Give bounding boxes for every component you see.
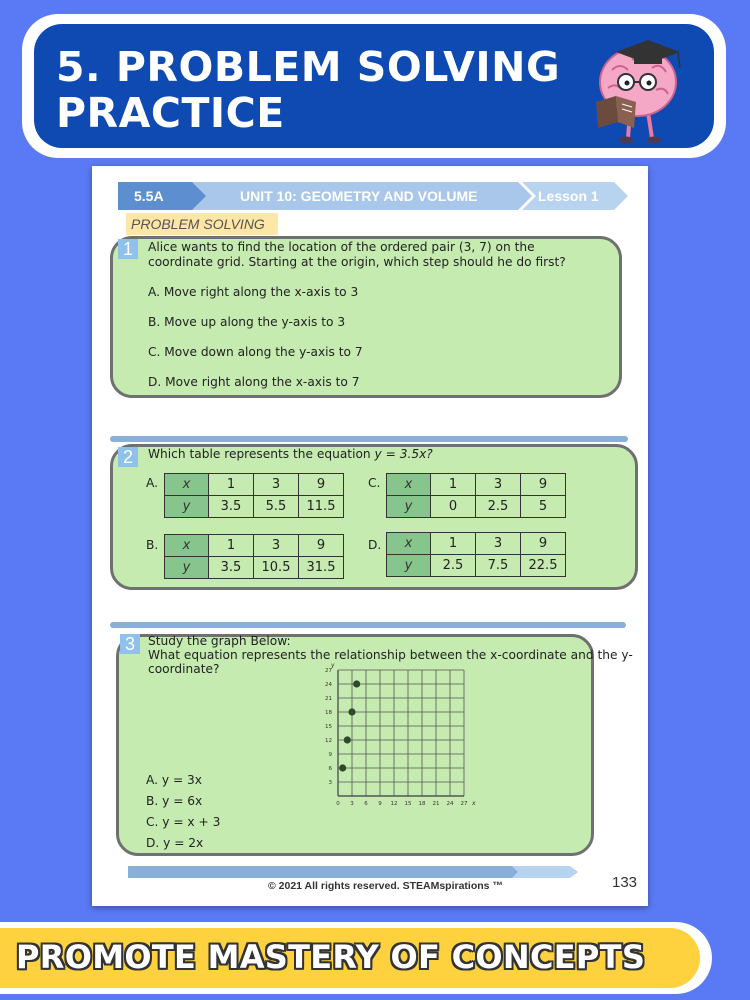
table-cell: 3.5 <box>209 557 254 579</box>
x-tick-label: 12 <box>390 801 398 807</box>
coordinate-graph <box>316 662 486 812</box>
table-cell: 11.5 <box>299 496 344 518</box>
table-cell: 2.5 <box>431 555 476 577</box>
table-cell: 0 <box>431 496 476 518</box>
table-c[interactable] <box>386 473 566 518</box>
y-tick-label: 15 <box>325 724 332 730</box>
question-3-stem-line-3: coordinate? <box>148 662 220 676</box>
section-divider <box>110 622 626 628</box>
y-tick-label: 6 <box>328 766 332 772</box>
x-tick-label: 0 <box>336 801 340 807</box>
y-header: y <box>165 557 209 579</box>
y-tick-label: 18 <box>325 710 332 716</box>
page-number: 133 <box>612 874 638 891</box>
lesson-label: Lesson 1 <box>538 188 599 204</box>
table-a-label: A. <box>146 476 158 490</box>
y-header: y <box>387 496 431 518</box>
footer-bar <box>128 866 578 878</box>
x-tick-label: 24 <box>446 801 454 807</box>
title-line-1: 5. PROBLEM SOLVING <box>56 43 561 91</box>
question-3-stem-line-1: Study the graph Below: <box>148 634 291 648</box>
data-point <box>344 736 351 743</box>
x-tick-label: 3 <box>350 801 354 807</box>
question-3-option-c[interactable]: C. y = x + 3 <box>146 815 221 829</box>
table-cell: 31.5 <box>299 557 344 579</box>
question-1-number: 1 <box>118 239 138 259</box>
question-3-stem-line-2: What equation represents the relationship between the x-coordinate and the y- <box>148 648 633 662</box>
x-header: x <box>387 474 431 496</box>
question-1-stem-line-2: coordinate grid. Starting at the origin, which step should he do first? <box>148 255 566 269</box>
y-tick-label: 24 <box>325 682 332 688</box>
table-cell: 10.5 <box>254 557 299 579</box>
question-1-option-a[interactable]: A. Move right along the x-axis to 3 <box>148 285 359 299</box>
question-3-number: 3 <box>120 634 140 654</box>
table-cell: 5.5 <box>254 496 299 518</box>
table-cell: 1 <box>431 533 476 555</box>
data-point <box>353 680 360 687</box>
table-cell: 1 <box>209 474 254 496</box>
page-title <box>56 44 616 136</box>
x-tick-label: 21 <box>432 801 440 807</box>
section-divider <box>110 436 628 442</box>
question-1-option-c[interactable]: C. Move down along the y-axis to 7 <box>148 345 363 359</box>
question-3-option-a[interactable]: A. y = 3x <box>146 773 203 787</box>
question-1-stem-line-1: Alice wants to find the location of the ordered pair (3, 7) on the <box>148 240 535 254</box>
question-2-equation: y = 3.5x? <box>374 447 433 461</box>
x-axis-label: x <box>472 800 476 807</box>
y-axis-label: y <box>331 662 335 669</box>
table-cell: 7.5 <box>476 555 521 577</box>
x-tick-label: 18 <box>418 801 426 807</box>
x-header: x <box>387 533 431 555</box>
x-tick-label: 15 <box>404 801 412 807</box>
table-d-label: D. <box>368 538 382 552</box>
bottom-banner-text: PROMOTE MASTERY OF CONCEPTS <box>16 938 646 976</box>
table-d[interactable] <box>386 532 566 577</box>
x-header: x <box>165 535 209 557</box>
grade-label: 5.5A <box>134 188 164 204</box>
brain-mascot-icon <box>586 26 696 148</box>
table-b-label: B. <box>146 538 159 552</box>
section-label: PROBLEM SOLVING <box>126 213 278 235</box>
y-header: y <box>387 555 431 577</box>
table-cell: 3 <box>476 533 521 555</box>
y-tick-label: 9 <box>328 752 332 758</box>
table-a[interactable] <box>164 473 344 518</box>
y-tick-label: 27 <box>325 668 332 674</box>
question-1-option-b[interactable]: B. Move up along the y-axis to 3 <box>148 315 346 329</box>
question-2-number: 2 <box>118 447 138 467</box>
question-1-option-d[interactable]: D. Move right along the x-axis to 7 <box>148 375 360 389</box>
table-cell: 22.5 <box>521 555 566 577</box>
x-header: x <box>165 474 209 496</box>
y-tick-label: 12 <box>325 738 332 744</box>
unit-label: UNIT 10: GEOMETRY AND VOLUME <box>240 188 478 204</box>
data-point <box>339 764 346 771</box>
table-cell: 9 <box>521 533 566 555</box>
table-cell: 1 <box>209 535 254 557</box>
question-3-option-d[interactable]: D. y = 2x <box>146 836 204 850</box>
question-2-stem <box>148 447 433 462</box>
table-cell: 3.5 <box>209 496 254 518</box>
table-cell: 3 <box>254 535 299 557</box>
title-line-2: PRACTICE <box>56 89 285 137</box>
y-header: y <box>165 496 209 518</box>
table-cell: 9 <box>299 535 344 557</box>
x-tick-label: 9 <box>378 801 382 807</box>
data-point <box>348 708 355 715</box>
table-cell: 9 <box>521 474 566 496</box>
table-cell: 9 <box>299 474 344 496</box>
table-cell: 3 <box>476 474 521 496</box>
x-tick-label: 6 <box>364 801 368 807</box>
table-c-label: C. <box>368 476 381 490</box>
table-b[interactable] <box>164 534 344 579</box>
table-cell: 1 <box>431 474 476 496</box>
x-tick-label: 27 <box>460 801 468 807</box>
table-cell: 2.5 <box>476 496 521 518</box>
copyright-text: © 2021 All rights reserved. STEAMspirations ™ <box>268 880 503 892</box>
table-cell: 3 <box>254 474 299 496</box>
question-2-stem-text: Which table represents the equation <box>148 447 375 461</box>
question-3-option-b[interactable]: B. y = 6x <box>146 794 203 808</box>
y-tick-label: 3 <box>328 780 332 786</box>
y-tick-label: 21 <box>325 696 332 702</box>
table-cell: 5 <box>521 496 566 518</box>
